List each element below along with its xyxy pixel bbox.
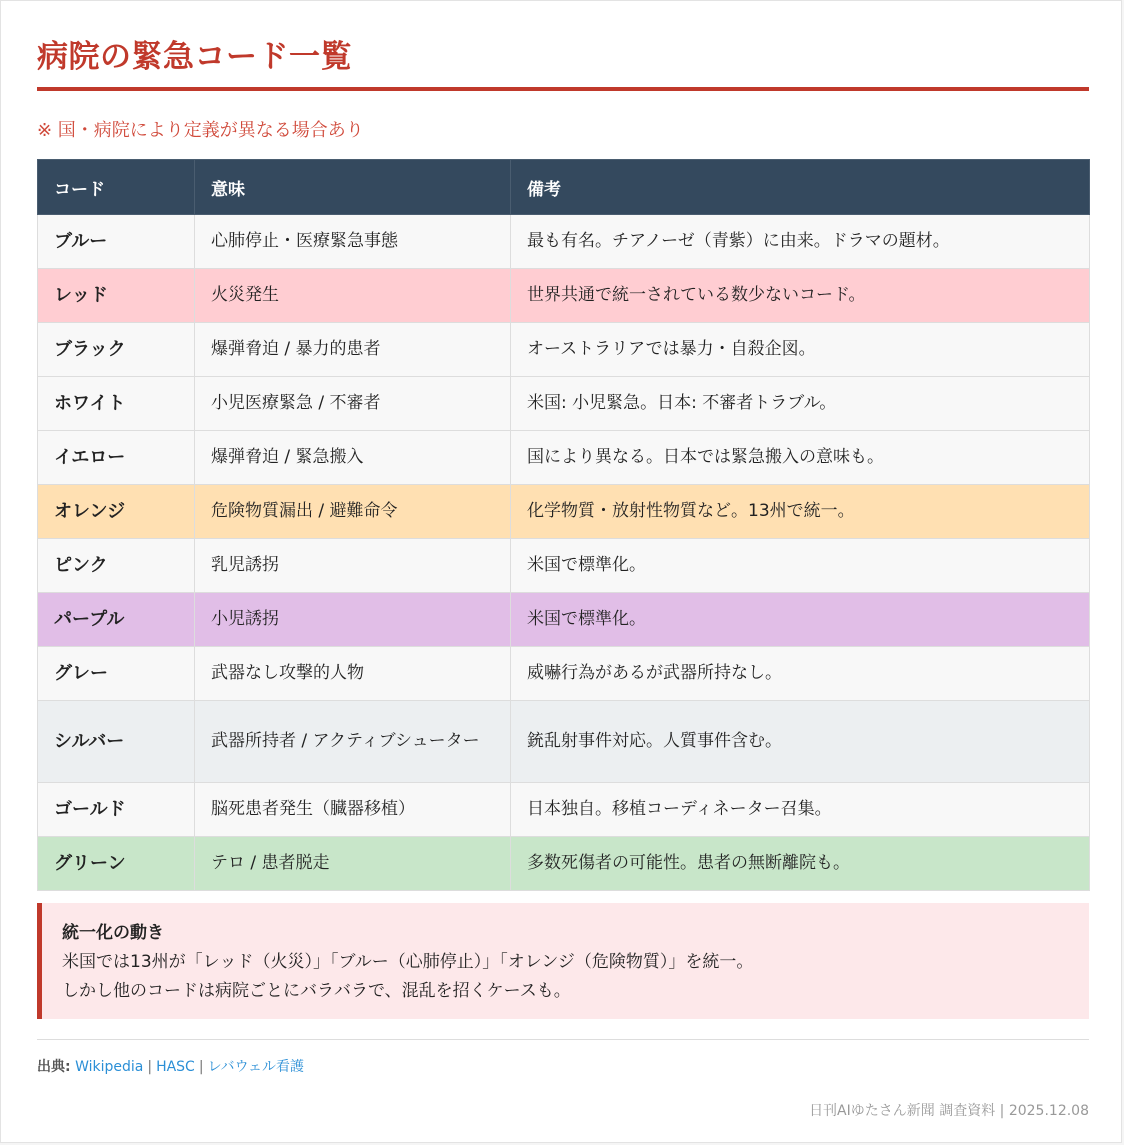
remarks-cell: 世界共通で統一されている数少ないコード。 [511,269,1090,323]
remarks-cell: 威嚇行為があるが武器所持なし。 [511,647,1090,701]
source-separator: | [147,1059,153,1075]
meaning-cell: テロ / 患者脱走 [195,837,511,891]
code-cell: レッド [38,269,195,323]
table-row [38,323,1090,377]
callout-title: 統一化の動き [62,923,164,943]
code-cell: ピンク [38,539,195,593]
source-link-hasc[interactable]: HASC [156,1059,195,1075]
remarks-cell: オーストラリアでは暴力・自殺企図。 [511,323,1090,377]
code-cell: パープル [38,593,195,647]
emergency-code-table [37,159,1090,891]
table-row [38,539,1090,593]
meaning-cell: 火災発生 [195,269,511,323]
page-title: 病院の緊急コード一覧 [37,39,352,75]
unification-callout [37,903,1089,1019]
meaning-cell: 武器所持者 / アクティブシューター [195,701,511,783]
remarks-cell: 化学物質・放射性物質など。13州で統一。 [511,485,1090,539]
table-body [38,215,1090,891]
table-row [38,485,1090,539]
source-separator: | [198,1059,204,1075]
title-divider [37,87,1089,91]
table-row [38,837,1090,891]
source-link-wikipedia[interactable]: Wikipedia [75,1059,144,1075]
code-cell: グレー [38,647,195,701]
remarks-cell: 銃乱射事件対応。人質事件含む。 [511,701,1090,783]
meaning-cell: 小児医療緊急 / 不審者 [195,377,511,431]
table-row [38,377,1090,431]
sources [37,1056,304,1076]
footer-divider [37,1039,1089,1040]
meaning-cell: 心肺停止・医療緊急事態 [195,215,511,269]
code-cell: シルバー [38,701,195,783]
code-cell: ゴールド [38,783,195,837]
table-row [38,783,1090,837]
table-row [38,215,1090,269]
remarks-cell: 国により異なる。日本では緊急搬入の意味も。 [511,431,1090,485]
disclaimer-note: ※ 国・病院により定義が異なる場合あり [37,120,364,141]
code-cell: オレンジ [38,485,195,539]
remarks-cell: 米国で標準化。 [511,539,1090,593]
code-cell: ブラック [38,323,195,377]
table-row [38,431,1090,485]
code-cell: ブルー [38,215,195,269]
code-cell: イエロー [38,431,195,485]
header-meaning: 意味 [195,160,511,215]
callout-line-1: 米国では13州が「レッド（火災）」「ブルー（心肺停止）」「オレンジ（危険物質）」を統一。 [62,952,754,972]
remarks-cell: 米国: 小児緊急。日本: 不審者トラブル。 [511,377,1090,431]
code-cell: ホワイト [38,377,195,431]
table-row [38,269,1090,323]
remarks-cell: 米国で標準化。 [511,593,1090,647]
meaning-cell: 爆弾脅迫 / 緊急搬入 [195,431,511,485]
code-cell: グリーン [38,837,195,891]
remarks-cell: 多数死傷者の可能性。患者の無断離院も。 [511,837,1090,891]
meaning-cell: 危険物質漏出 / 避難命令 [195,485,511,539]
meaning-cell: 武器なし攻撃的人物 [195,647,511,701]
meaning-cell: 小児誘拐 [195,593,511,647]
meaning-cell: 乳児誘拐 [195,539,511,593]
sources-label: 出典: [37,1059,71,1075]
meaning-cell: 爆弾脅迫 / 暴力的患者 [195,323,511,377]
source-link-levwell[interactable]: レバウェル看護 [207,1059,305,1075]
meaning-cell: 脳死患者発生（臓器移植） [195,783,511,837]
table-row [38,593,1090,647]
callout-line-2: しかし他のコードは病院ごとにバラバラで、混乱を招くケースも。 [62,981,571,1001]
table-header-row [38,160,1090,215]
header-code: コード [38,160,195,215]
header-remarks: 備考 [511,160,1090,215]
remarks-cell: 日本独自。移植コーディネーター召集。 [511,783,1090,837]
table-row [38,647,1090,701]
table-row [38,701,1090,783]
footer-credit: 日刊AIゆたさん新聞 調査資料 | 2025.12.08 [809,1103,1089,1119]
remarks-cell: 最も有名。チアノーゼ（青紫）に由来。ドラマの題材。 [511,215,1090,269]
